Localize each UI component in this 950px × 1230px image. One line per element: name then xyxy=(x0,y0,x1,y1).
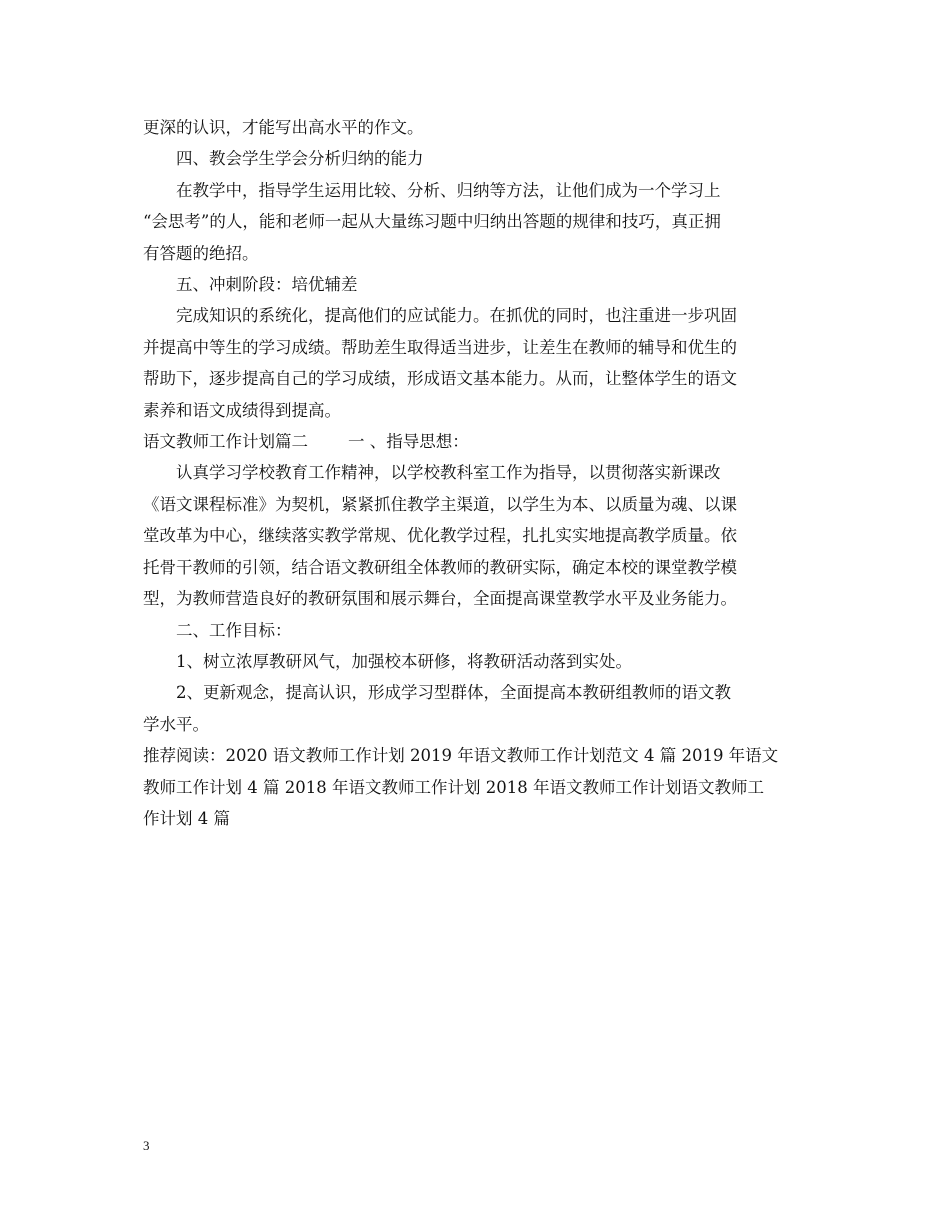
recommended-reading: 推荐阅读：2020 语文教师工作计划 2019 年语文教师工作计划范文 4 篇 2019 年语文 xyxy=(143,746,779,766)
paragraph-line: 并提高中等生的学习成绩。帮助差生取得适当进步，让差生在教师的辅导和优生的 xyxy=(143,337,737,357)
document-body xyxy=(143,112,808,834)
paragraph-line: 堂改革为中心，继续落实教学常规、优化教学过程，扎扎实实地提高教学质量。依 xyxy=(143,526,737,546)
guiding-thought-heading: 一 、指导思想： xyxy=(348,432,469,452)
section-heading-four: 四、教会学生学会分析归纳的能力 xyxy=(176,149,424,169)
paragraph-line: 型，为教师营造良好的教研氛围和展示舞台，全面提高课堂教学水平及业务能力。 xyxy=(143,589,737,609)
paragraph-line: 学水平。 xyxy=(143,714,209,734)
goal-item-1: 1、树立浓厚教研风气，加强校本研修，将教研活动落到实处。 xyxy=(176,651,632,671)
plan-two-heading xyxy=(143,426,808,457)
paragraph-line: 完成知识的系统化，提高他们的应试能力。在抓优的同时，也注重进一步巩固 xyxy=(176,306,737,326)
paragraph-line: 托骨干教师的引领，结合语文教研组全体教师的教研实际，确定本校的课堂教学模 xyxy=(143,557,737,577)
paragraph-line: “会思考”的人，能和老师一起从大量练习题中归纳出答题的规律和技巧，真正拥 xyxy=(143,212,721,232)
paragraph-line: 素养和语文成绩得到提高。 xyxy=(143,400,341,420)
page-number: 3 xyxy=(143,1138,150,1153)
plan-two-title: 语文教师工作计划篇二 xyxy=(143,432,308,452)
paragraph-line: 更深的认识，才能写出高水平的作文。 xyxy=(143,118,424,137)
paragraph-line: 在教学中，指导学生运用比较、分析、归纳等方法，让他们成为一个学习上 xyxy=(176,180,721,200)
paragraph-line: 《语文课程标准》为契机，紧紧抓住教学主渠道，以学生为本、以质量为魂、以课 xyxy=(143,494,737,514)
section-heading-five: 五、冲刺阶段：培优辅差 xyxy=(176,275,358,295)
recommended-reading-cont: 作计划 4 篇 xyxy=(143,808,230,828)
goal-item-2: 2、更新观念，提高认识，形成学习型群体，全面提高本教研组教师的语文教 xyxy=(176,683,731,703)
work-goals-heading: 二、工作目标： xyxy=(176,620,292,640)
paragraph-line: 认真学习学校教育工作精神，以学校教科室工作为指导，以贯彻落实新课改 xyxy=(176,463,721,483)
recommended-reading-cont: 教师工作计划 4 篇 2018 年语文教师工作计划 2018 年语文教师工作计划语文教师工 xyxy=(143,777,764,797)
paragraph-line: 有答题的绝招。 xyxy=(143,243,259,263)
paragraph-line: 帮助下，逐步提高自己的学习成绩，形成语文基本能力。从而，让整体学生的语文 xyxy=(143,369,737,389)
